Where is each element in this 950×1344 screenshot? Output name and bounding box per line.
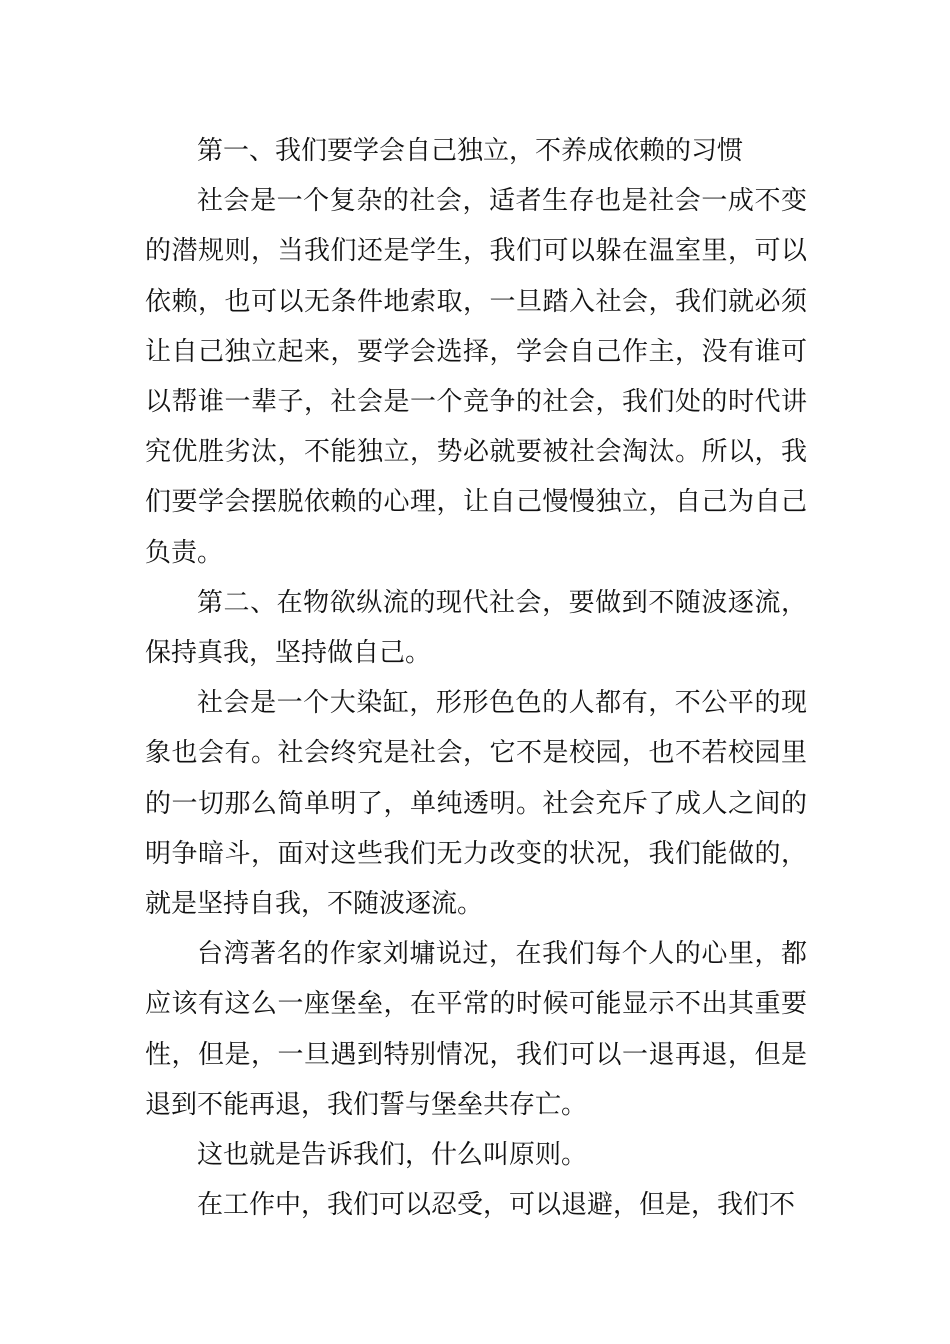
- paragraph-heading-1: 第一、我们要学会自己独立，不养成依赖的习惯: [197, 136, 744, 166]
- paragraph: 社会是一个复杂的社会，适者生存也是社会一成不变的潜规则，当我们还是学生，我们可以躲在温室里，可以依赖，也可以无条件地索取，一旦踏入社会，我们就必须让自己独立起来，要学会选择，学会自己作主，没有谁可以帮谁一辈子，社会是一个竞争的社会，我们处的时代讲究优胜劣汰，不能独立，势必就要被社会淘汰。所以，我们要学会摆脱依赖的心理，让自己慢慢独立，自己为自己负责。: [145, 186, 807, 568]
- document-body: [145, 126, 807, 1230]
- paragraph: 台湾著名的作家刘墉说过，在我们每个人的心里，都应该有这么一座堡垒，在平常的时候可能显示不出其重要性，但是，一旦遇到特别情况，我们可以一退再退，但是退到不能再退，我们誓与堡垒共存亡。: [145, 939, 807, 1120]
- paragraph-heading-2: 第二、在物欲纵流的现代社会，要做到不随波逐流，保持真我，坚持做自己。: [145, 587, 807, 669]
- paragraph: 社会是一个大染缸，形形色色的人都有，不公平的现象也会有。社会终究是社会，它不是校园，也不若校园里的一切那么简单明了，单纯透明。社会充斥了成人之间的明争暗斗，面对这些我们无力改变的状况，我们能做的，就是坚持自我，不随波逐流。: [145, 688, 807, 920]
- paragraph: 在工作中，我们可以忍受，可以退避，但是，我们不: [197, 1190, 796, 1221]
- paragraph: 这也就是告诉我们，什么叫原则。: [197, 1140, 588, 1171]
